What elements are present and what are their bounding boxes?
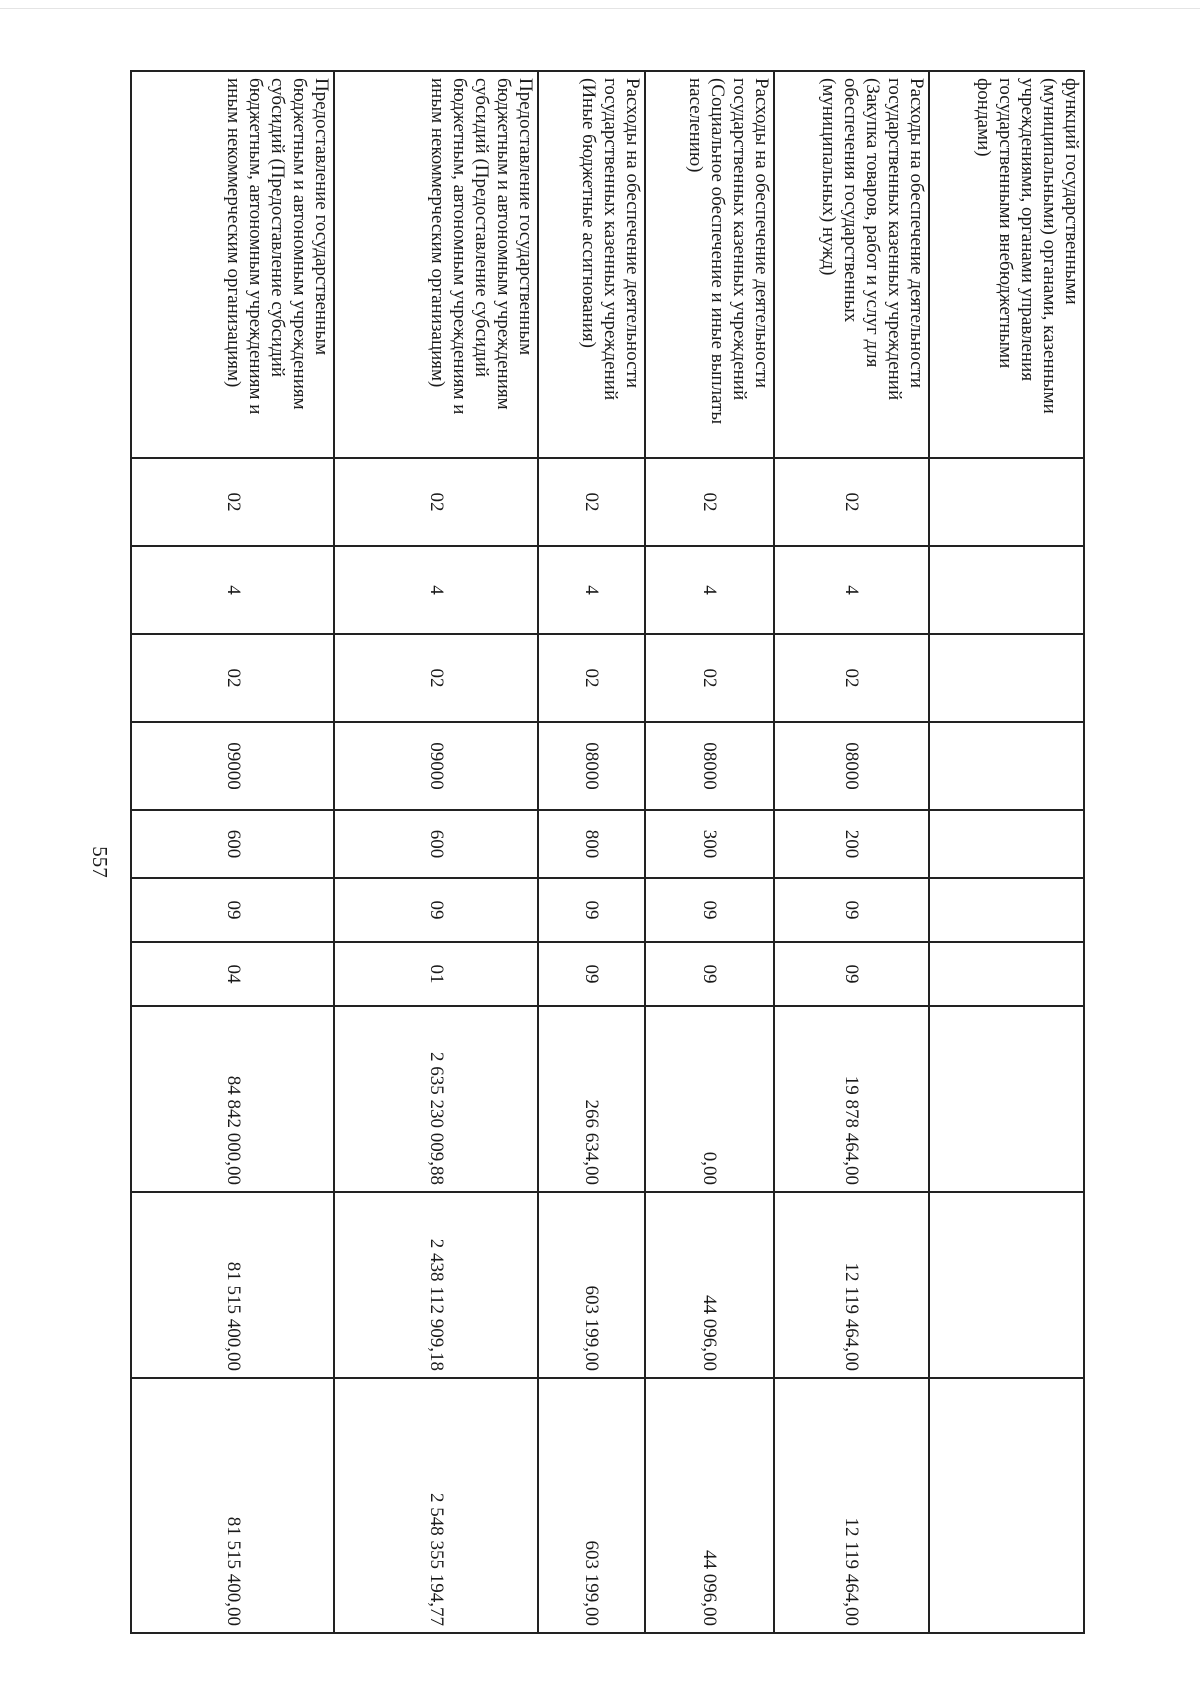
cell-code-5: 600 (131, 810, 334, 878)
cell-code-2: 4 (645, 546, 774, 634)
cell-amount-3: 44 096,00 (645, 1378, 774, 1633)
cell-code-4: 09000 (334, 722, 537, 810)
cell-code-3: 02 (131, 634, 334, 722)
cell-amount-3: 81 515 400,00 (131, 1378, 334, 1633)
table-row (538, 71, 645, 1633)
cell-amount-3: 603 199,00 (538, 1378, 645, 1633)
cell-code-6: 09 (774, 878, 929, 942)
cell-code-5: 600 (334, 810, 537, 878)
cell-code-5: 800 (538, 810, 645, 878)
cell-code-2: 4 (131, 546, 334, 634)
cell-code-5: 300 (645, 810, 774, 878)
scan-edge-line (0, 8, 1200, 9)
cell-code-5 (929, 810, 1084, 878)
cell-amount-1: 2 635 230 009,88 (334, 1006, 537, 1192)
table-row (774, 71, 929, 1633)
cell-amount-3 (929, 1378, 1084, 1633)
cell-code-2: 4 (334, 546, 537, 634)
cell-code-7: 04 (131, 942, 334, 1006)
page-number: 557 (88, 846, 112, 878)
cell-code-4: 08000 (538, 722, 645, 810)
cell-amount-3: 2 548 355 194,77 (334, 1378, 537, 1633)
budget-table-rotated (130, 70, 1085, 1632)
cell-code-1 (929, 458, 1084, 546)
cell-code-1: 02 (538, 458, 645, 546)
cell-code-7: 01 (334, 942, 537, 1006)
cell-code-5: 200 (774, 810, 929, 878)
cell-code-3: 02 (774, 634, 929, 722)
cell-code-2: 4 (774, 546, 929, 634)
budget-table (130, 70, 1085, 1634)
cell-amount-1: 266 634,00 (538, 1006, 645, 1192)
cell-code-7 (929, 942, 1084, 1006)
cell-amount-1: 19 878 464,00 (774, 1006, 929, 1192)
cell-amount-2: 81 515 400,00 (131, 1192, 334, 1378)
cell-code-6: 09 (538, 878, 645, 942)
cell-code-4: 08000 (645, 722, 774, 810)
row-description: Расходы на обеспечение деятельности государственных казенных учреждений (Иные бюджетные ассигнования) (538, 71, 645, 458)
table-row (929, 71, 1084, 1633)
cell-amount-3: 12 119 464,00 (774, 1378, 929, 1633)
cell-code-7: 09 (538, 942, 645, 1006)
cell-amount-1: 84 842 000,00 (131, 1006, 334, 1192)
cell-code-3 (929, 634, 1084, 722)
cell-code-3: 02 (538, 634, 645, 722)
table-row (645, 71, 774, 1633)
row-description: Предоставление государственным бюджетным и автономным учреждениям субсидий (Предоставление субсидий бюджетным, автономным учреждениям и иным некоммерческим организациям) (334, 71, 537, 458)
table-row (334, 71, 537, 1633)
cell-code-1: 02 (774, 458, 929, 546)
cell-code-4: 09000 (131, 722, 334, 810)
cell-amount-1 (929, 1006, 1084, 1192)
row-description: Предоставление государственным бюджетным и автономным учреждениям субсидий (Предоставление субсидий бюджетным, автономным учреждениям и иным некоммерческим организациям) (131, 71, 334, 458)
cell-code-1: 02 (334, 458, 537, 546)
cell-code-7: 09 (774, 942, 929, 1006)
cell-amount-2 (929, 1192, 1084, 1378)
cell-amount-2: 44 096,00 (645, 1192, 774, 1378)
cell-amount-1: 0,00 (645, 1006, 774, 1192)
cell-code-2: 4 (538, 546, 645, 634)
cell-code-3: 02 (645, 634, 774, 722)
cell-code-4 (929, 722, 1084, 810)
cell-code-3: 02 (334, 634, 537, 722)
table-row (131, 71, 334, 1633)
cell-amount-2: 603 199,00 (538, 1192, 645, 1378)
cell-code-2 (929, 546, 1084, 634)
row-description: Расходы на обеспечение деятельности государственных казенных учреждений (Социальное обеспечение и иные выплаты населению) (645, 71, 774, 458)
cell-code-6 (929, 878, 1084, 942)
cell-code-6: 09 (334, 878, 537, 942)
cell-code-7: 09 (645, 942, 774, 1006)
cell-code-6: 09 (131, 878, 334, 942)
cell-code-1: 02 (645, 458, 774, 546)
row-description: Расходы на обеспечение деятельности государственных казенных учреждений (Закупка товаров, работ и услуг для обеспечения государственных (муниципальных) нужд) (774, 71, 929, 458)
cell-amount-2: 2 438 112 909,18 (334, 1192, 537, 1378)
cell-code-1: 02 (131, 458, 334, 546)
cell-code-4: 08000 (774, 722, 929, 810)
row-description: функций государственными (муниципальными) органами, казенными учреждениями, органами управления государственными внебюджетными фондами) (929, 71, 1084, 458)
cell-code-6: 09 (645, 878, 774, 942)
cell-amount-2: 12 119 464,00 (774, 1192, 929, 1378)
